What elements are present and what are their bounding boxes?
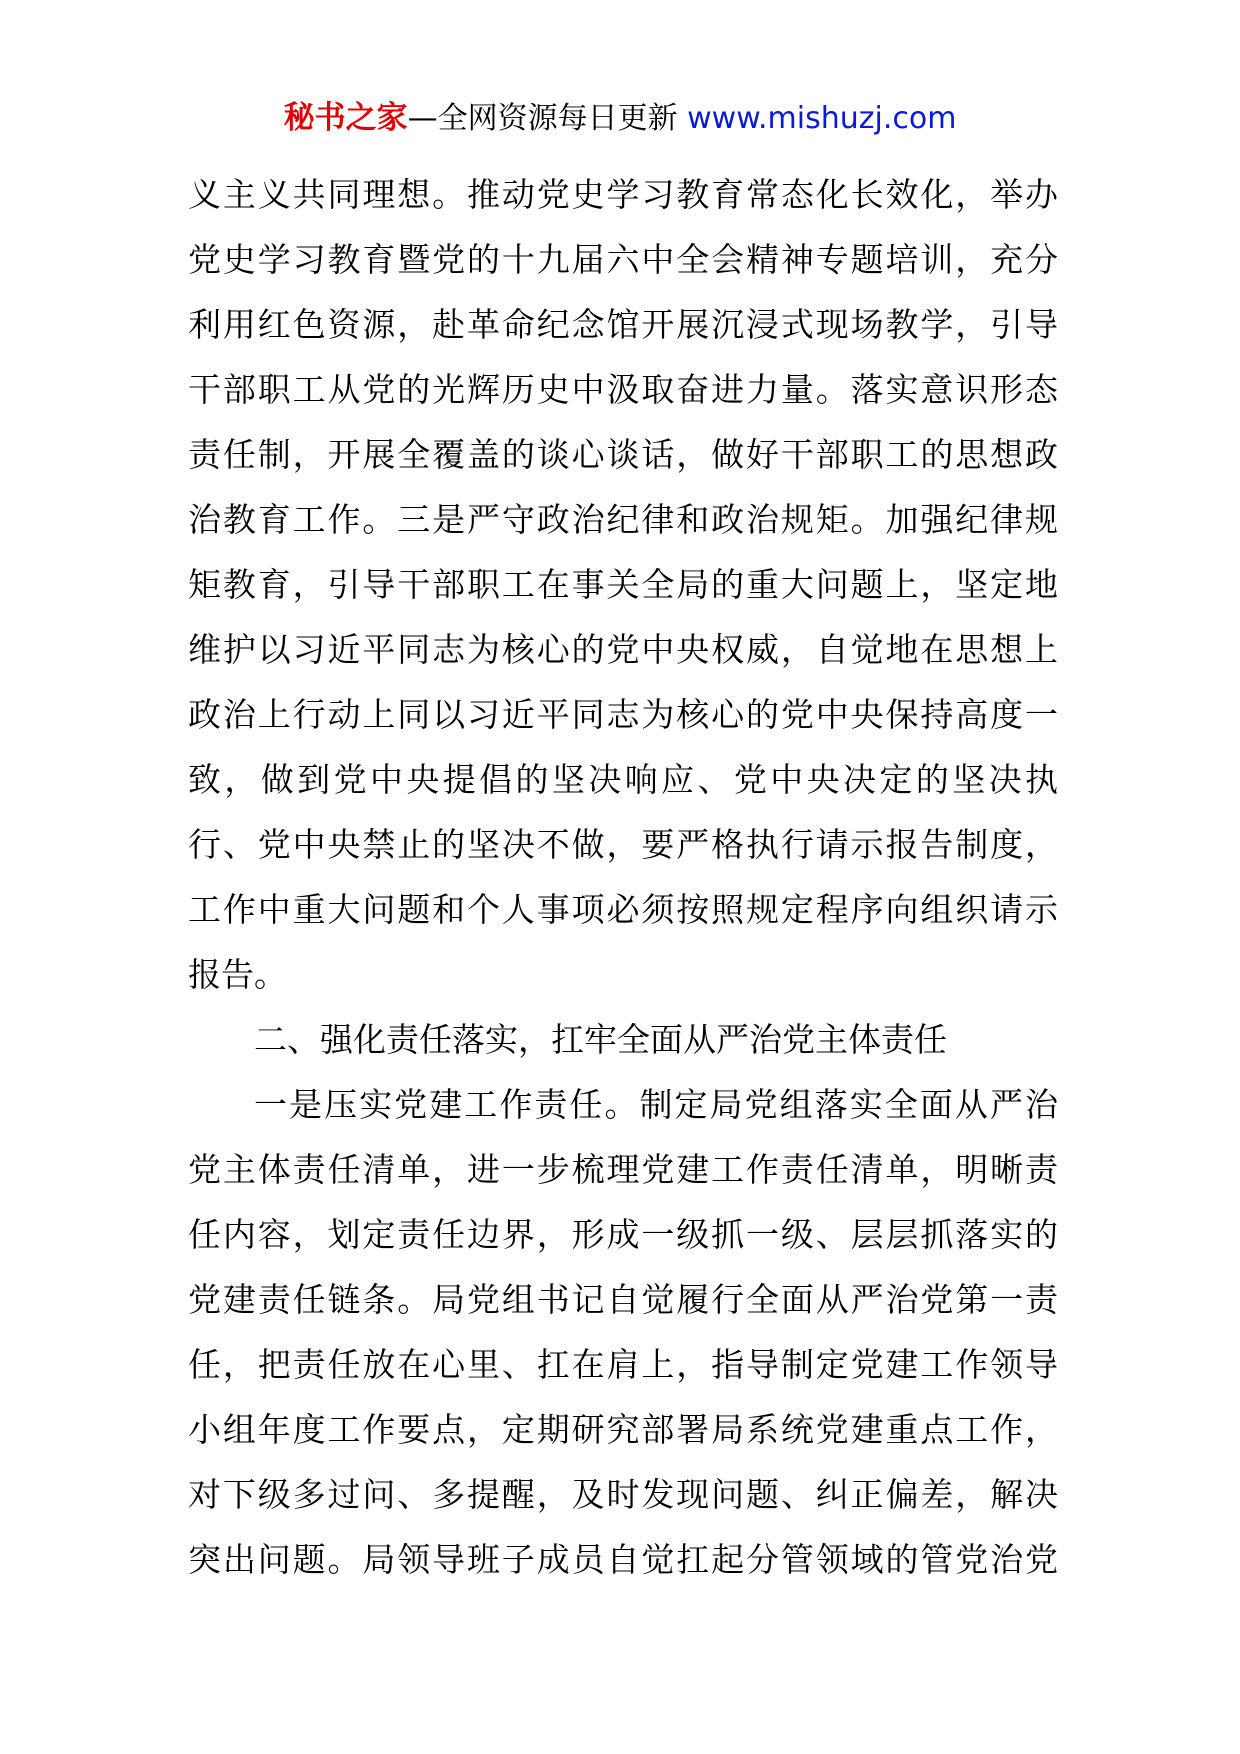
header-slogan: —全网资源每日更新 xyxy=(407,101,678,136)
text-line: 治教育工作。三是严守政治纪律和政治规矩。加强纪律规 xyxy=(188,500,1058,539)
text-line: 工作中重大问题和个人事项必须按照规定程序向组织请示 xyxy=(188,890,1058,929)
text-line: 报告。 xyxy=(188,955,287,994)
text-line: 责任制，开展全覆盖的谈心谈话，做好干部职工的思想政 xyxy=(188,435,1058,474)
text-line: 任内容，划定责任边界，形成一级抓一级、层层抓落实的 xyxy=(188,1215,1058,1254)
text-line: 矩教育，引导干部职工在事关全局的重大问题上，坚定地 xyxy=(188,565,1058,604)
document-body xyxy=(188,162,1058,1592)
text-line: 一是压实党建工作责任。制定局党组落实全面从严治 xyxy=(254,1085,1058,1124)
text-line: 小组年度工作要点，定期研究部署局系统党建重点工作， xyxy=(188,1410,1058,1449)
section-heading: 二、强化责任落实，扛牢全面从严治党主体责任 xyxy=(254,1020,947,1059)
text-line: 维护以习近平同志为核心的党中央权威，自觉地在思想上 xyxy=(188,630,1058,669)
brand-name: 秘书之家 xyxy=(283,100,408,136)
page-header xyxy=(0,98,1240,139)
text-line: 任，把责任放在心里、扛在肩上，指导制定党建工作领导 xyxy=(188,1345,1058,1384)
text-line: 党建责任链条。局党组书记自觉履行全面从严治党第一责 xyxy=(188,1280,1058,1319)
text-line: 致，做到党中央提倡的坚决响应、党中央决定的坚决执 xyxy=(188,760,1058,799)
text-line: 干部职工从党的光辉历史中汲取奋进力量。落实意识形态 xyxy=(188,370,1058,409)
header-url-link[interactable]: www.mishuzj.com xyxy=(687,101,957,136)
text-line: 突出问题。局领导班子成员自觉扛起分管领域的管党治党 xyxy=(188,1540,1058,1579)
text-line: 对下级多过问、多提醒，及时发现问题、纠正偏差，解决 xyxy=(188,1475,1058,1514)
text-line: 利用红色资源，赴革命纪念馆开展沉浸式现场教学，引导 xyxy=(188,305,1058,344)
text-line: 义主义共同理想。推动党史学习教育常态化长效化，举办 xyxy=(188,175,1058,214)
text-line: 政治上行动上同以习近平同志为核心的党中央保持高度一 xyxy=(188,695,1058,734)
text-line: 党史学习教育暨党的十九届六中全会精神专题培训，充分 xyxy=(188,240,1058,279)
text-line: 党主体责任清单，进一步梳理党建工作责任清单，明晰责 xyxy=(188,1150,1058,1189)
text-line: 行、党中央禁止的坚决不做，要严格执行请示报告制度， xyxy=(188,825,1058,864)
